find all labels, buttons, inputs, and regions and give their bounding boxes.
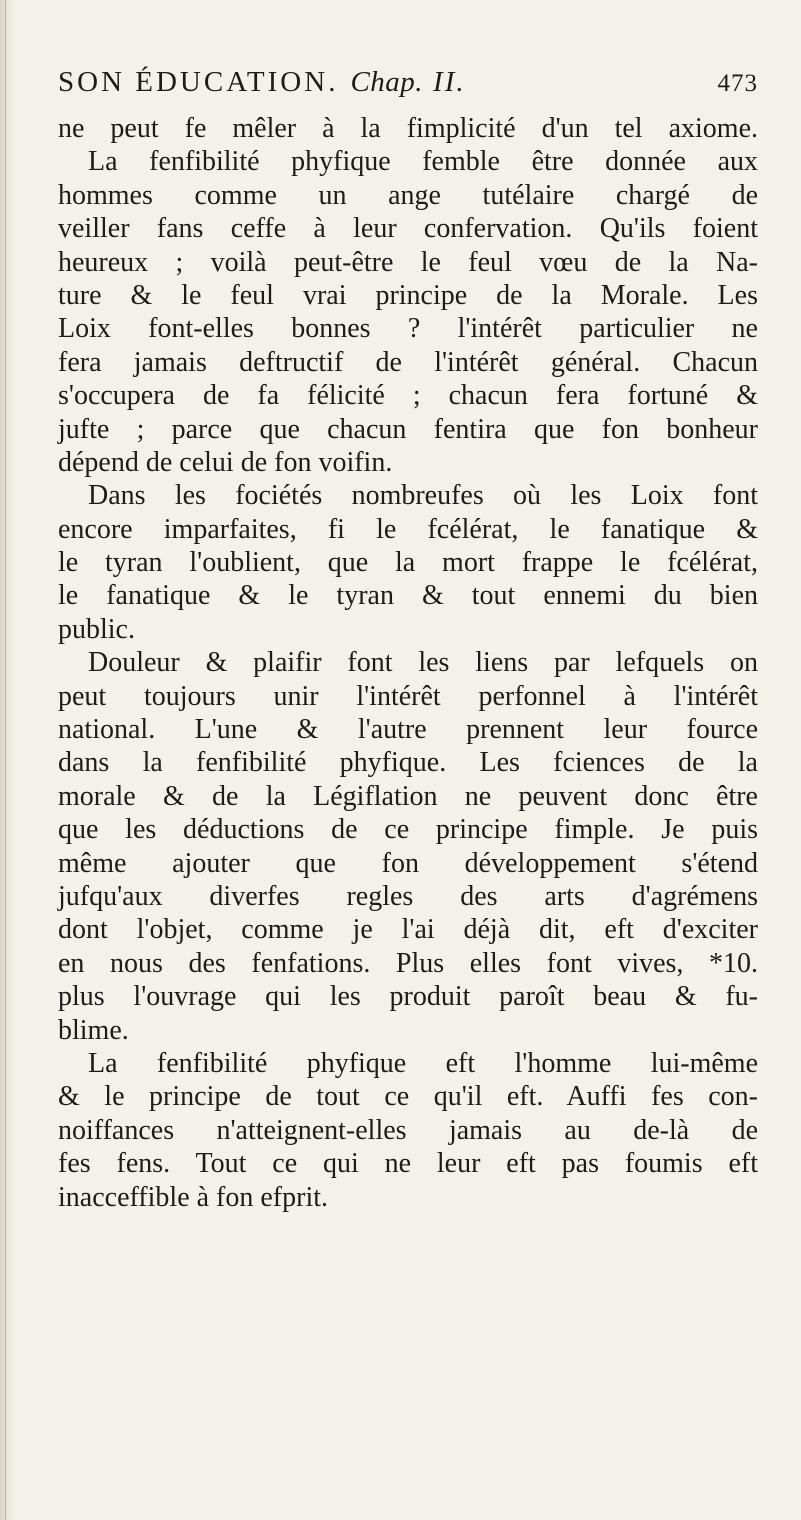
text-line: Loix font-elles bonnes ? l'intérêt particulier ne [58, 313, 758, 345]
page-edge [0, 0, 14, 1520]
chapter-number: II. [433, 66, 466, 98]
text-line: morale & de la Légiflation ne peuvent donc être [58, 780, 758, 812]
text-line: heureux ; voilà peut-être le feul vœu de la Na- [58, 246, 758, 278]
text-line: La fenfibilité phyfique femble être donnée aux [88, 146, 758, 178]
text-line: fes fens. Tout ce qui ne leur eft pas foumis eft [58, 1148, 758, 1180]
body-text [58, 112, 758, 1214]
text-line: national. L'une & l'autre prennent leur fource [58, 714, 758, 746]
text-line: public. [58, 613, 135, 645]
text-line: fera jamais deftructif de l'intérêt général. Chacun [58, 346, 758, 378]
text-line: La fenfibilité phyfique eft l'homme lui-même [88, 1047, 758, 1079]
text-line: s'occupera de fa félicité ; chacun fera fortuné & [58, 380, 758, 412]
text-line: dans la fenfibilité phyfique. Les fciences de la [58, 747, 758, 779]
text-line: noiffances n'atteignent-elles jamais au de-là de [58, 1114, 758, 1146]
text-line: inacceffible à fon efprit. [58, 1181, 329, 1213]
text-line: ture & le feul vrai principe de la Morale. Les [58, 279, 758, 311]
text-line: hommes comme un ange tutélaire chargé de [58, 179, 758, 211]
text-line: Douleur & plaifir font les liens par lefquels on [88, 647, 758, 679]
running-header [58, 66, 758, 106]
binding-shadow [5, 0, 6, 1520]
text-line: plus l'ouvrage qui les produit paroît beau & fu- [58, 981, 758, 1013]
text-line: le tyran l'oublient, que la mort frappe le fcélérat, [58, 547, 758, 579]
text-line: encore imparfaites, fi le fcélérat, le fanatique & [58, 513, 758, 545]
text-line: blime. [58, 1014, 129, 1046]
text-line: le fanatique & le tyran & tout ennemi du bien [58, 580, 758, 612]
text-line: ne peut fe mêler à la fimplicité d'un tel axiome. [58, 113, 758, 144]
text-line: veiller fans ceffe à leur confervation. Qu'ils foient [58, 213, 758, 245]
text-line: dépend de celui de fon voifin. [58, 446, 393, 478]
chapter-label: Chap. [350, 66, 424, 98]
text-line: peut toujours unir l'intérêt perfonnel à l'intérêt [58, 680, 758, 712]
running-title: SON ÉDUCATION. [58, 66, 339, 98]
page-number: 473 [717, 70, 758, 97]
text-line: jufqu'aux diverfes regles des arts d'agrémens [58, 880, 758, 912]
text-line: jufte ; parce que chacun fentira que fon bonheur [58, 413, 758, 445]
text-line: en nous des fenfations. Plus elles font vives, *10. [58, 947, 758, 979]
text-line: Dans les fociétés nombreufes où les Loix font [88, 480, 758, 512]
text-line: que les déductions de ce principe fimple. Je puis [58, 814, 758, 846]
text-line: & le principe de tout ce qu'il eft. Auffi fes con- [58, 1081, 758, 1113]
text-line: dont l'objet, comme je l'ai déjà dit, eft d'exciter [58, 914, 758, 946]
text-line: même ajouter que fon développement s'étend [58, 847, 758, 879]
